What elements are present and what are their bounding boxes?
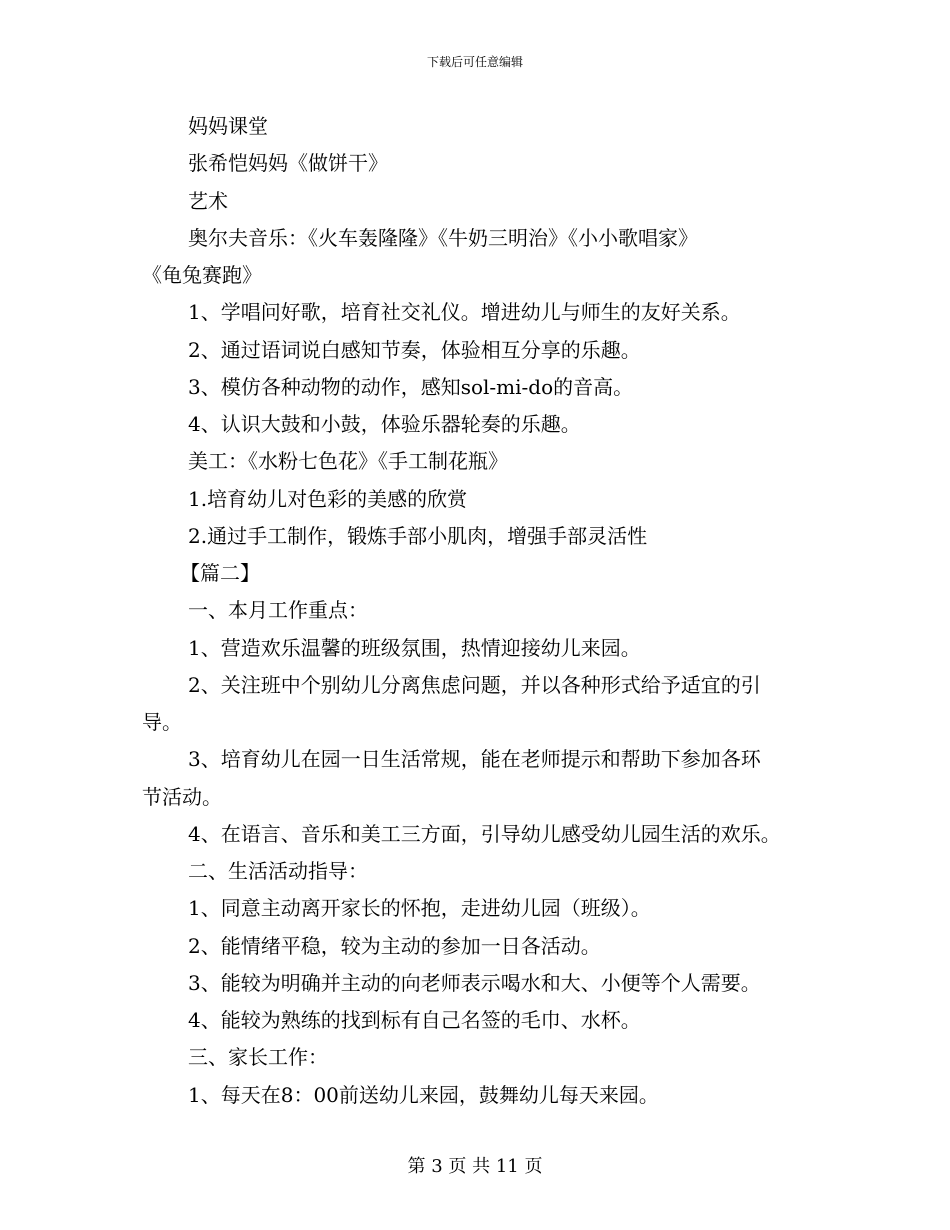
page-header: 下载后可任意编辑 <box>426 55 523 69</box>
text-line: 3、培育幼儿在园一日生活常规，能在老师提示和帮助下参加各环 <box>188 747 761 771</box>
text-line: 三、家长工作： <box>188 1045 328 1069</box>
text-line: 妈妈课堂 <box>188 114 268 138</box>
text-line: 2、能情绪平稳，较为主动的参加一日各活动。 <box>188 934 601 958</box>
text-line: 4、在语言、音乐和美工三方面，引导幼儿感受幼儿园生活的欢乐。 <box>188 822 781 846</box>
text-line: 1.培育幼儿对色彩的美感的欣赏 <box>188 487 468 511</box>
text-line: 4、认识大鼓和小鼓，体验乐器轮奏的乐趣。 <box>188 412 581 436</box>
text-line: 1、学唱问好歌，培育社交礼仪。增进幼儿与师生的友好关系。 <box>188 300 741 324</box>
page-footer: 第 3 页 共 11 页 <box>407 1156 543 1177</box>
text-line: 3、模仿各种动物的动作，感知sol-mi-do的音高。 <box>188 375 634 399</box>
section-heading: 【篇二】 <box>180 561 260 585</box>
text-line: 二、生活活动指导： <box>188 859 368 883</box>
text-line: 艺术 <box>188 189 228 213</box>
text-line: 导。 <box>142 710 182 734</box>
text-line: 3、能较为明确并主动的向老师表示喝水和大、小便等个人需要。 <box>188 971 761 995</box>
text-line: 2、关注班中个别幼儿分离焦虑问题，并以各种形式给予适宜的引 <box>188 673 761 697</box>
text-line: 美工：《水粉七色花》《手工制花瓶》 <box>188 449 508 473</box>
text-line: 节活动。 <box>142 785 222 809</box>
text-line: 1、每天在8：00前送幼儿来园，鼓舞幼儿每天来园。 <box>188 1083 659 1107</box>
text-line: 1、同意主动离开家长的怀抱，走进幼儿园（班级）。 <box>188 896 651 920</box>
text-line: 张希恺妈妈《做饼干》 <box>188 151 388 175</box>
text-line: 2、通过语词说白感知节奏，体验相互分享的乐趣。 <box>188 338 641 362</box>
text-line: 《龟兔赛跑》 <box>142 263 262 287</box>
text-line: 1、营造欢乐温馨的班级氛围，热情迎接幼儿来园。 <box>188 636 641 660</box>
text-line: 2.通过手工制作，锻炼手部小肌肉，增强手部灵活性 <box>188 524 648 548</box>
text-line: 4、能较为熟练的找到标有自己名签的毛巾、水杯。 <box>188 1008 641 1032</box>
text-line: 奥尔夫音乐：《火车轰隆隆》《牛奶三明治》《小小歌唱家》 <box>188 226 698 250</box>
text-line: 一、本月工作重点： <box>188 598 368 622</box>
